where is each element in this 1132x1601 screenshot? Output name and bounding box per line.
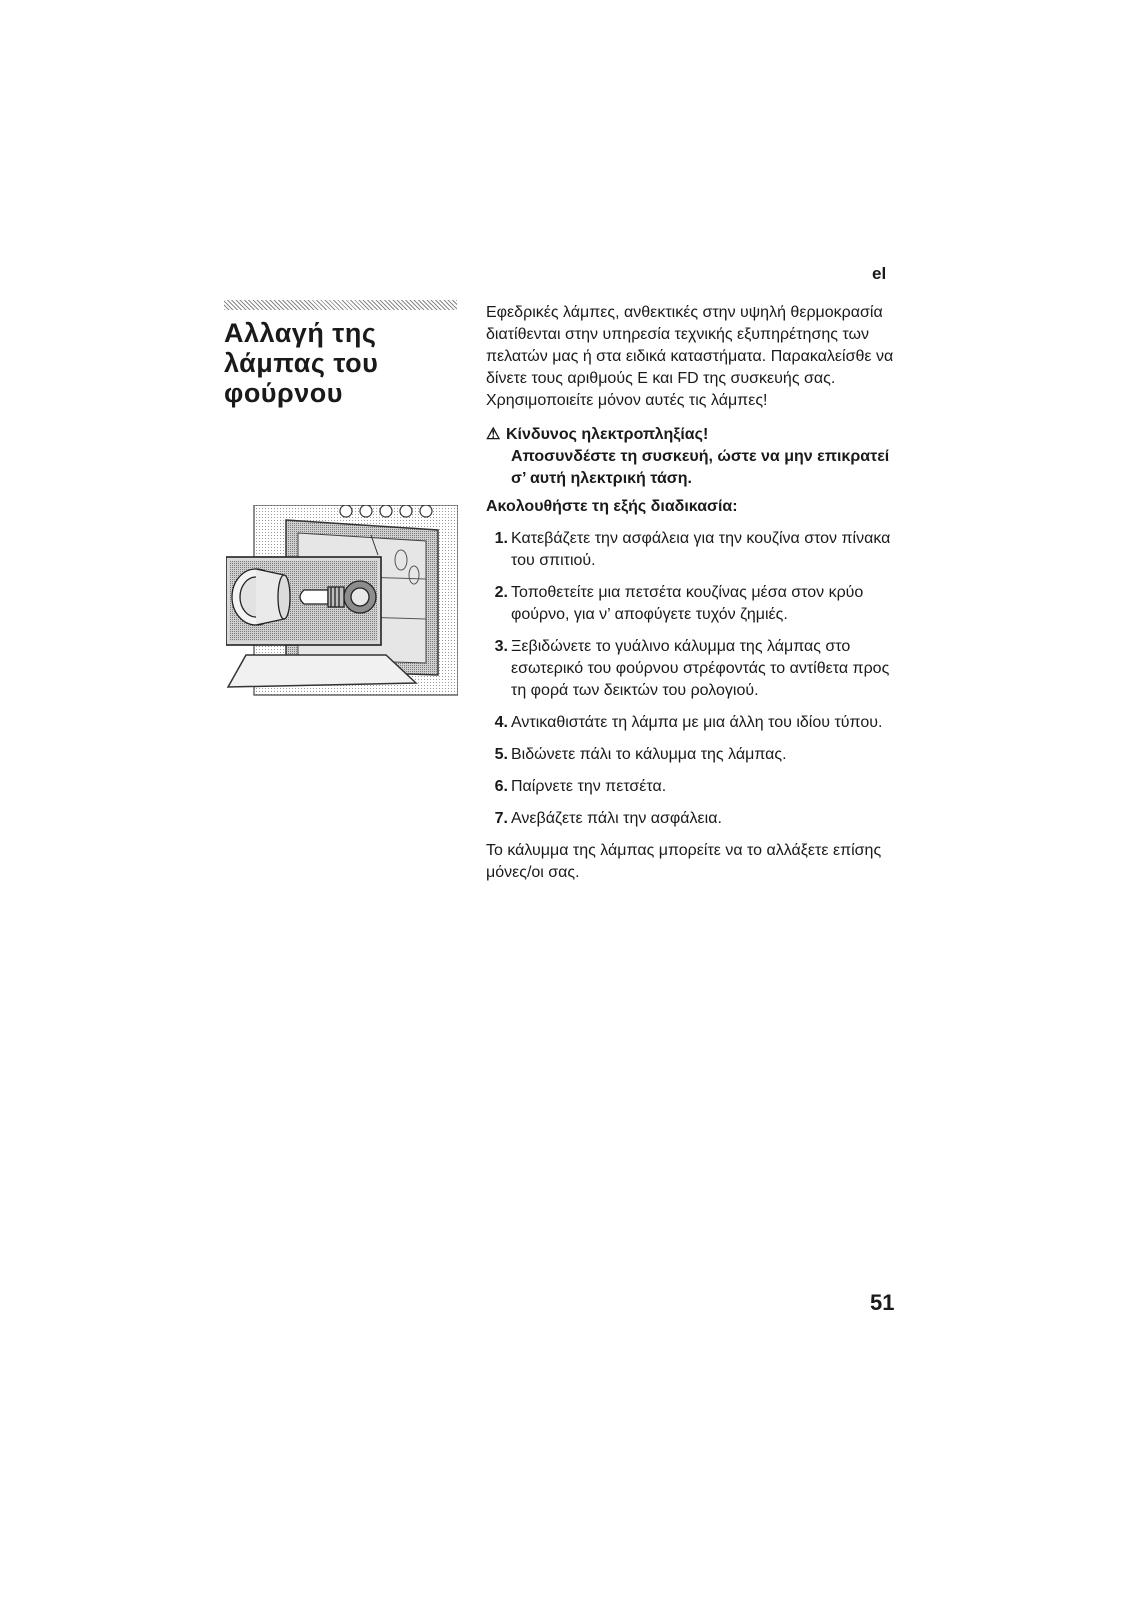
steps-list — [486, 528, 906, 830]
intro-paragraph: Εφεδρικές λάμπες, ανθεκτικές στην υψηλή θερμοκρασία διατίθενται στην υπηρεσία τεχνικής εξυπηρέτησης των πελατών μας ή στα ειδικά καταστήματα. Παρακαλείσθε να δίνετε τους αριθμούς E και FD της συσκευής σας. Χρησιμοποιείτε μόνον αυτές τις λάμπες! — [486, 304, 894, 409]
list-item — [486, 712, 906, 734]
list-item — [486, 776, 906, 798]
step-text: Παίρνετε την πετσέτα. — [511, 778, 667, 795]
list-item — [486, 582, 906, 626]
title-hatch-bar — [224, 300, 457, 310]
list-item — [486, 808, 906, 830]
step-number: 4. — [494, 714, 508, 731]
title-line: λάμπας του — [224, 348, 379, 378]
list-item — [486, 528, 906, 572]
list-item — [486, 636, 906, 702]
step-number: 3. — [494, 638, 508, 655]
main-content — [486, 302, 906, 884]
step-text: Τοποθετείτε μια πετσέτα κουζίνας μέσα στον κρύο φούρνο, για ν’ αποφύγετε τυχόν ζημιές. — [511, 584, 864, 623]
step-text: Βιδώνετε πάλι το κάλυμμα της λάμπας. — [511, 746, 787, 763]
section-title — [224, 318, 464, 408]
oven-lamp-illustration — [226, 505, 458, 705]
title-line: Αλλαγή της — [224, 318, 377, 348]
step-text: Ξεβιδώνετε το γυάλινο κάλυμμα της λάμπας στο εσωτερικό του φούρνου στρέφοντάς το αντίθετα προς τη φορά των δεικτών του ρολογιού. — [511, 638, 890, 699]
step-number: 6. — [494, 778, 508, 795]
step-number: 1. — [494, 530, 508, 547]
step-text: Κατεβάζετε την ασφάλεια για την κουζίνα στον πίνακα του σπιτιού. — [511, 530, 891, 569]
outro-paragraph: Το κάλυμμα της λάμπας μπορείτε να το αλλάξετε επίσης μόνες/οι σας. — [486, 842, 882, 881]
steps-title: Ακολουθήστε τη εξής διαδικασία: — [486, 498, 738, 515]
step-number: 5. — [494, 746, 508, 763]
title-line: φούρνου — [224, 378, 343, 408]
warning-text: Αποσυνδέστε τη συσκευή, ώστε να μην επικρατεί σ’ αυτή ηλεκτρική τάση. — [511, 448, 890, 487]
warning-heading: Κίνδυνος ηλεκτροπληξίας! — [506, 426, 709, 443]
warning-icon: ⚠ — [486, 426, 501, 443]
language-code: el — [872, 264, 887, 283]
step-number: 7. — [494, 810, 508, 827]
page-number: 51 — [870, 1290, 895, 1315]
step-number: 2. — [494, 584, 508, 601]
list-item — [486, 744, 906, 766]
warning-block — [486, 424, 906, 490]
step-text: Ανεβάζετε πάλι την ασφάλεια. — [511, 810, 722, 827]
step-text: Αντικαθιστάτε τη λάμπα με μια άλλη του ιδίου τύπου. — [511, 714, 883, 731]
